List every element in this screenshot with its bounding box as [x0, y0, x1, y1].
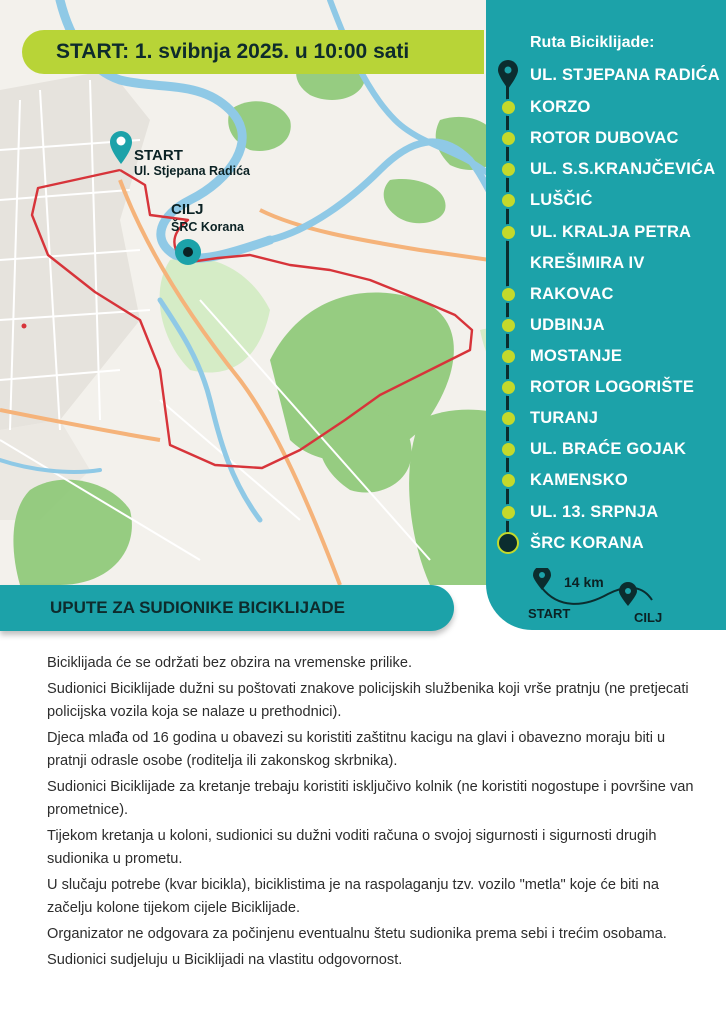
- route-stop-label: UL. 13. SRPNJA: [530, 503, 659, 521]
- route-stop: [496, 96, 726, 118]
- route-stop-label: UL. STJEPANA RADIĆA: [530, 66, 720, 84]
- distance-start-label: START: [528, 606, 571, 621]
- route-stop-label: ROTOR DUBOVAC: [530, 129, 679, 147]
- stop-dot-icon: [500, 472, 517, 489]
- finish-label: CILJ: [171, 201, 204, 218]
- route-stop: [496, 283, 726, 305]
- route-stop: [496, 469, 726, 491]
- route-stop: [496, 501, 726, 523]
- route-stop: [496, 221, 726, 243]
- route-stop-label: UDBINJA: [530, 316, 605, 334]
- route-stop-label: KREŠIMIRA IV: [530, 254, 645, 272]
- route-stop: [496, 64, 726, 86]
- stop-dot-icon: [500, 441, 517, 458]
- instructions-list: [47, 652, 707, 975]
- stop-dot-icon: [500, 379, 517, 396]
- instruction-paragraph: Sudionici Biciklijade dužni su poštovati znakove policijskih službenika koji vrše pratnju (ne pretjecati policijska vozila koja se nalaze u prethodnici).: [47, 681, 689, 720]
- instruction-paragraph: Djeca mlađa od 16 godina u obavezi su koristiti zaštitnu kacigu na glavi i obavezno moraju biti u pratnji odrasle osobe (roditelja ili zakonskog skrbnika).: [47, 730, 666, 769]
- route-stop-label: ROTOR LOGORIŠTE: [530, 378, 695, 396]
- route-stop-label: UL. S.S.KRANJČEVIĆA: [530, 160, 716, 178]
- route-stop: [496, 158, 726, 180]
- stop-dot-icon: [500, 224, 517, 241]
- instruction-paragraph: Sudionici sudjeluju u Biciklijadi na vlastitu odgovornost.: [47, 952, 403, 968]
- route-stop: [496, 345, 726, 367]
- route-stop-label: RAKOVAC: [530, 285, 614, 303]
- instruction-paragraph: Organizator ne odgovara za počinjenu eventualnu štetu sudionika prema sebi i trećim osobama.: [47, 926, 667, 942]
- stop-dot-icon: [500, 161, 517, 178]
- stop-dot-icon: [500, 504, 517, 521]
- instruction-paragraph: U slučaju potrebe (kvar bicikla), biciklistima je na raspolaganju tzv. vozilo "metla" koje će biti na začelju kolone tijekom cijele Biciklijade.: [47, 877, 659, 916]
- route-stop-label: KORZO: [530, 98, 591, 116]
- route-stop-label: UL. KRALJA PETRA: [530, 223, 692, 241]
- stop-dot-icon: [500, 192, 517, 209]
- route-stop: [496, 189, 726, 211]
- route-stop: [496, 438, 726, 460]
- finish-marker-icon: [175, 239, 201, 265]
- route-stop-label: MOSTANJE: [530, 347, 623, 365]
- stop-dot-icon: [500, 130, 517, 147]
- route-stop-finish: [496, 532, 726, 554]
- route-stop: [496, 314, 726, 336]
- finish-dot-icon: [497, 532, 519, 554]
- route-stop-label: TURANJ: [530, 409, 599, 427]
- route-map: [0, 0, 560, 585]
- instruction-paragraph: Tijekom kretanja u koloni, sudionici su dužni voditi računa o svojoj sigurnosti i sigurnosti drugih sudionika u prometu.: [47, 828, 657, 867]
- route-stop: [496, 376, 726, 398]
- route-stop-label: LUŠČIĆ: [530, 191, 593, 209]
- instructions-title: UPUTE ZA SUDIONIKE BICIKLIJADE: [50, 598, 346, 617]
- finish-sublabel: ŠRC Korana: [171, 220, 244, 234]
- distance-value: 14 km: [564, 574, 604, 590]
- stop-dot-icon: [500, 317, 517, 334]
- route-title: Ruta Biciklijade:: [530, 34, 655, 51]
- route-stop-label: UL. BRAĆE GOJAK: [530, 440, 687, 458]
- start-label: START: [134, 147, 183, 164]
- route-stop: [496, 407, 726, 429]
- stop-dot-icon: [500, 348, 517, 365]
- stop-dot-icon: [500, 410, 517, 427]
- route-stop-label: KAMENSKO: [530, 471, 628, 489]
- stop-dot-icon: [500, 99, 517, 116]
- stop-dot-icon: [500, 286, 517, 303]
- distance-end-label: CILJ: [634, 610, 663, 625]
- instruction-paragraph: Sudionici Biciklijade za kretanje trebaju koristiti isključivo kolnik (ne koristiti nogostupe i površine van prometnice).: [47, 779, 694, 818]
- start-sublabel: Ul. Stjepana Radića: [134, 164, 251, 178]
- instruction-paragraph: Biciklijada će se održati bez obzira na vremenske prilike.: [47, 655, 413, 671]
- route-stop-label: ŠRC KORANA: [530, 534, 644, 552]
- route-stop: [496, 127, 726, 149]
- route-stop-continued: [496, 252, 726, 274]
- start-banner-text: START: 1. svibnja 2025. u 10:00 sati: [56, 40, 410, 63]
